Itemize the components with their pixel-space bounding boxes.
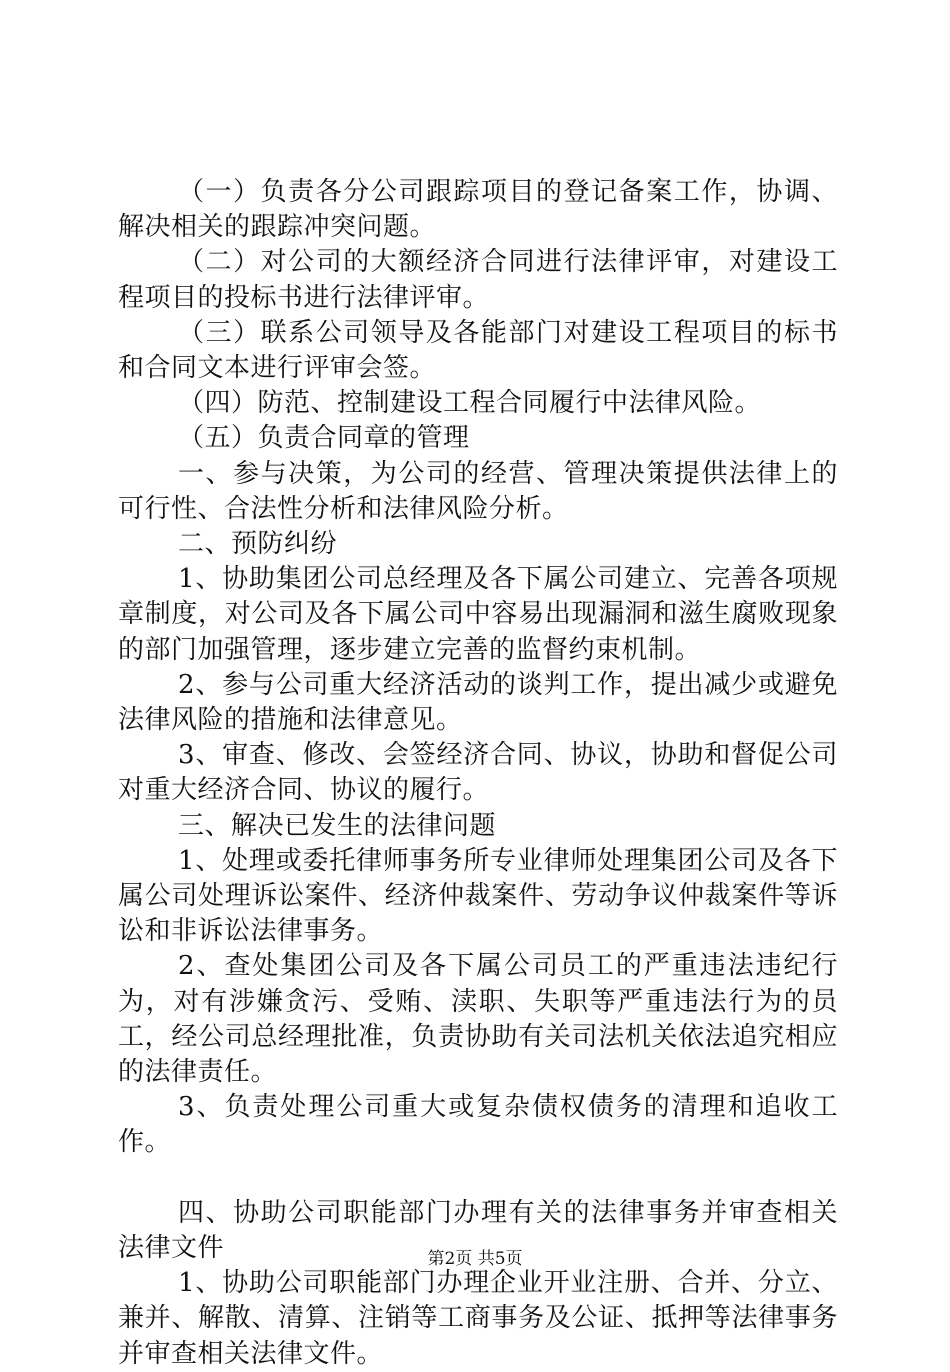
paragraph-item-4: （四）防范、控制建设工程合同履行中法律风险。 — [178, 388, 762, 419]
section-3-heading: 三、解决已发生的法律问题 — [178, 810, 497, 841]
section-2-item-2: 2、参与公司重大经济活动的谈判工作，提出减少或避免法律风险的措施和法律意见。 — [118, 669, 838, 736]
paragraph-item-1: （一）负责各分公司跟踪项目的登记备案工作，协调、解决相关的跟踪冲突问题。 — [118, 177, 838, 243]
section-4-heading: 四、协助公司职能部门办理有关的法律事务并审查相关法律文件 — [118, 1197, 838, 1263]
section-4-item-1: 1、协助公司职能部门办理企业开业注册、合并、分立、兼并、解散、清算、注销等工商事务及公证、抵押等法律事务并审查相关法律文件。 — [118, 1268, 838, 1369]
paragraph-item-5: （五）负责合同章的管理 — [178, 423, 470, 454]
page-footer: 第2页 共5页 — [427, 1249, 523, 1269]
paragraph-item-3: （三）联系公司领导及各能部门对建设工程项目的标书和合同文本进行评审会签。 — [118, 317, 838, 384]
section-3-item-2: 2、查处集团公司及各下属公司员工的严重违法违纪行为，对有涉嫌贪污、受贿、渎职、失职等严重违法行为的员工，经公司总经理批准，负责协助有关司法机关依法追究相应的法律责任。 — [118, 951, 838, 1088]
paragraph-item-2: （二）对公司的大额经济合同进行法律评审，对建设工程项目的投标书进行法律评审。 — [118, 247, 838, 313]
section-2-item-3: 3、审查、修改、会签经济合同、协议，协助和督促公司对重大经济合同、协议的履行。 — [118, 740, 838, 806]
section-2-item-1: 1、协助集团公司总经理及各下属公司建立、完善各项规章制度，对公司及各下属公司中容易出现漏洞和滋生腐败现象的部门加强管理，逐步建立完善的监督约束机制。 — [118, 564, 838, 665]
section-3-item-3: 3、负责处理公司重大或复杂债权债务的清理和追收工作。 — [118, 1092, 838, 1158]
section-1-decision: 一、参与决策，为公司的经营、管理决策提供法律上的可行性、合法性分析和法律风险分析。 — [118, 458, 838, 524]
section-2-heading: 二、预防纠纷 — [178, 529, 338, 560]
document-body — [118, 175, 838, 1372]
section-3-item-1: 1、处理或委托律师事务所专业律师处理集团公司及各下属公司处理诉讼案件、经济仲裁案件、劳动争议仲裁案件等诉讼和非诉讼法律事务。 — [118, 845, 838, 947]
